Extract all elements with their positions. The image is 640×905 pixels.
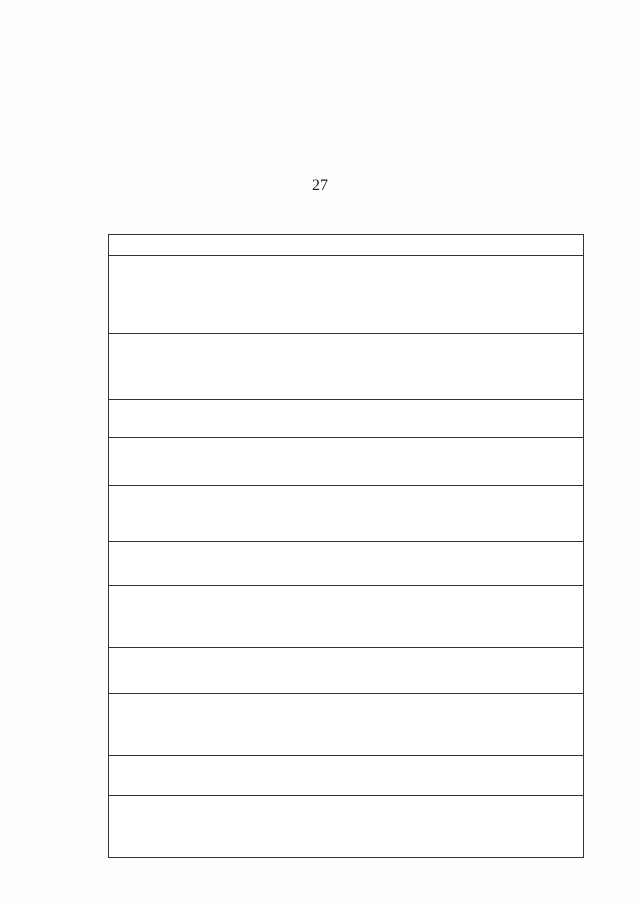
data-table — [108, 234, 584, 858]
table-rule — [109, 795, 583, 796]
page-number: 27 — [312, 177, 328, 194]
table-rule — [109, 585, 583, 586]
table-rule — [109, 255, 583, 256]
table-rule — [109, 755, 583, 756]
table-rule — [109, 333, 583, 334]
table-rule — [109, 693, 583, 694]
table-rule — [109, 485, 583, 486]
table-rule — [109, 541, 583, 542]
table-rule — [109, 437, 583, 438]
table-rule — [109, 399, 583, 400]
table-rule — [109, 647, 583, 648]
